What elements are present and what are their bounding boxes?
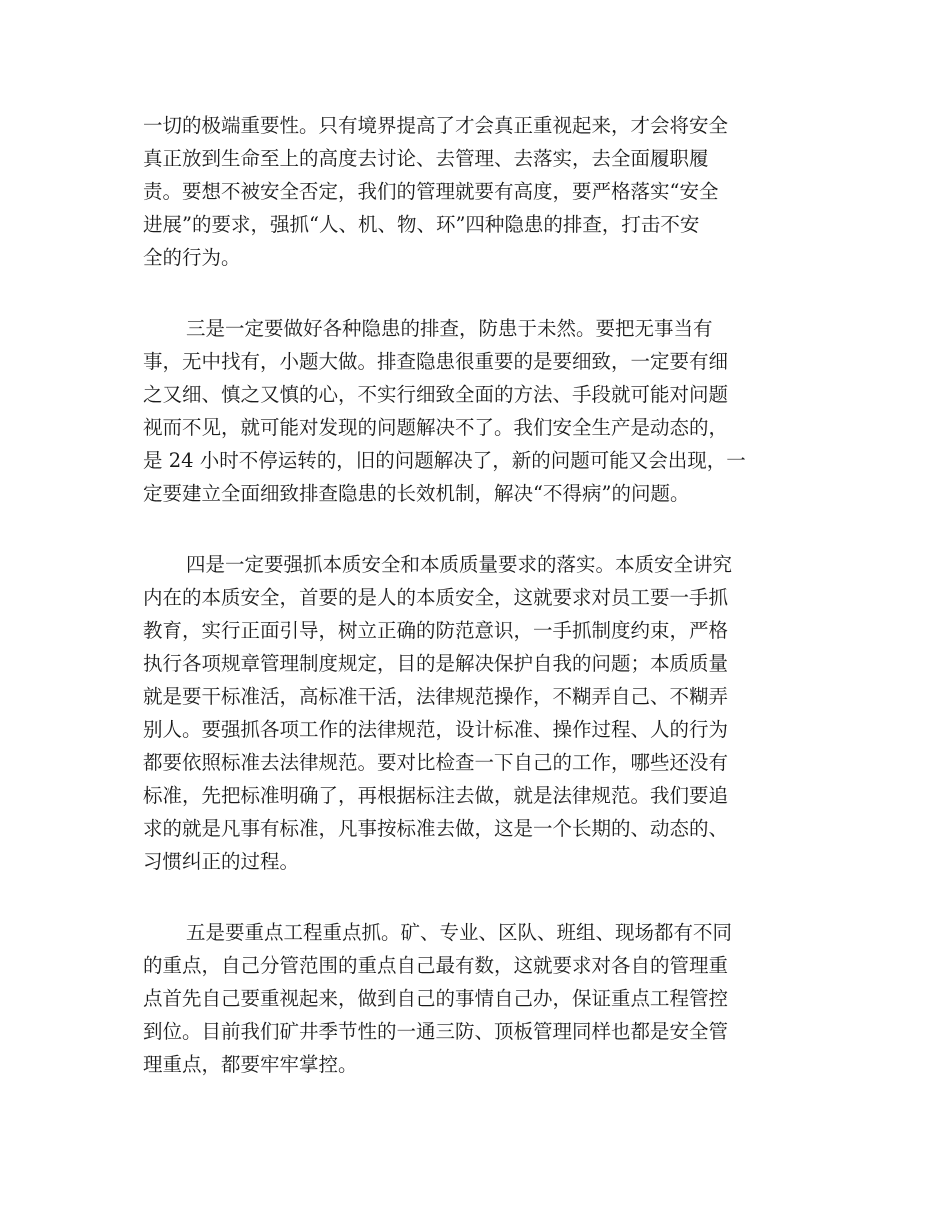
text-line: 视而不见，就可能对发现的问题解决不了。我们安全生产是动态的， bbox=[143, 416, 729, 439]
text-line: 之又细、慎之又慎的心，不实行细致全面的方法、手段就可能对问题 bbox=[143, 383, 729, 406]
text-line: 到位。目前我们矿井季节性的一通三防、顶板管理同样也都是安全管 bbox=[143, 1020, 729, 1043]
text-line: 教育，实行正面引导，树立正确的防范意识，一手抓制度约束，严格 bbox=[143, 619, 729, 642]
text-line: 进展”的要求，强抓“人、机、物、环”四种隐患的排查，打击不安 bbox=[143, 213, 700, 236]
text-line: 都要依照标准去法律规范。要对比检查一下自己的工作，哪些还没有 bbox=[143, 751, 729, 774]
text-line: 五是要重点工程重点抓。矿、专业、区队、班组、现场都有不同 bbox=[186, 921, 733, 944]
text-line: 习惯纠正的过程。 bbox=[143, 850, 300, 873]
text-line: 全的行为。 bbox=[143, 246, 241, 269]
text-line: 定要建立全面细致排查隐患的长效机制，解决“不得病”的问题。 bbox=[143, 482, 690, 505]
text-line: 点首先自己要重视起来，做到自己的事情自己办，保证重点工程管控 bbox=[143, 987, 729, 1010]
text-line: 求的就是凡事有标准，凡事按标准去做，这是一个长期的、动态的、 bbox=[143, 817, 729, 840]
text-line: 四是一定要强抓本质安全和本质质量要求的落实。本质安全讲究 bbox=[186, 553, 733, 576]
text-line: 执行各项规章管理制度规定，目的是解决保护自我的问题；本质质量 bbox=[143, 652, 729, 675]
text-line: 别人。要强抓各项工作的法律规范，设计标准、操作过程、人的行为 bbox=[143, 718, 729, 741]
text-line: 责。要想不被安全否定，我们的管理就要有高度，要严格落实“安全 bbox=[143, 180, 719, 203]
text-line: 的重点，自己分管范围的重点自己最有数，这就要求对各自的管理重 bbox=[143, 954, 729, 977]
text-line: 标准，先把标准明确了，再根据标注去做，就是法律规范。我们要追 bbox=[143, 784, 729, 807]
text-line: 就是要干标准活，高标准干活，法律规范操作，不糊弄自己、不糊弄 bbox=[143, 685, 729, 708]
text-line: 理重点，都要牢牢掌控。 bbox=[143, 1053, 358, 1076]
text-line: 内在的本质安全，首要的是人的本质安全，这就要求对员工要一手抓 bbox=[143, 586, 729, 609]
text-line: 事，无中找有，小题大做。排查隐患很重要的是要细致，一定要有细 bbox=[143, 350, 729, 373]
text-line: 一切的极端重要性。只有境界提高了才会真正重视起来，才会将安全 bbox=[143, 114, 729, 137]
text-line: 真正放到生命至上的高度去讨论、去管理、去落实，去全面履职履 bbox=[143, 147, 709, 170]
text-line: 是 24 小时不停运转的，旧的问题解决了，新的问题可能又会出现，一 bbox=[143, 449, 746, 472]
text-line: 三是一定要做好各种隐患的排查，防患于未然。要把无事当有 bbox=[186, 317, 713, 340]
